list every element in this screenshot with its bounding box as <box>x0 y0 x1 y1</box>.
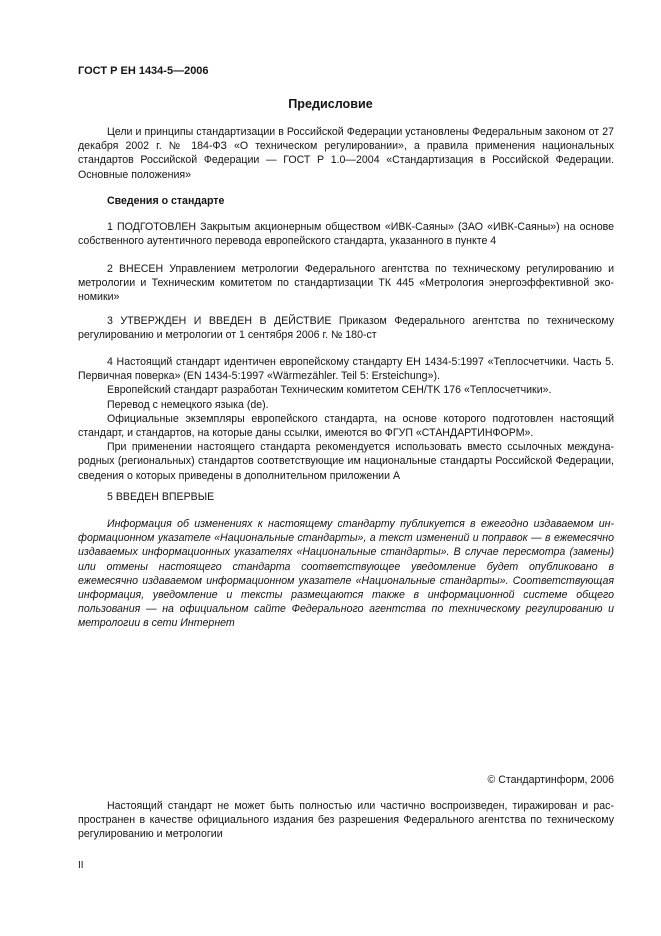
item-1-text: 1 ПОДГОТОВЛЕН Закрытым акционерным обществом «ИВК-Саяны» (ЗАО «ИВК-Саяны») на основе собственного аутентичного перевода европейского стандарта, указанного в пункте 4 <box>78 221 614 248</box>
item-3 <box>78 314 614 342</box>
reproduction-notice-text: Настоящий стандарт не может быть полностью или частично воспроизведен, тиражирован и распространен в качестве официального издания без разрешения Федерального агентства по техническому регулированию и метрологии <box>78 800 614 841</box>
item-4-line: При применении настоящего стандарта рекомендуется использовать вместо ссылочных международных (региональных) стандартов соответствующие им национальные стандарты Российской Федерации, сведения о которых приведены в дополнительном приложении А <box>78 441 614 482</box>
intro-paragraph <box>78 125 614 182</box>
item-5-text: 5 ВВЕДЕН ВПЕРВЫЕ <box>107 491 215 503</box>
item-3-text: 3 УТВЕРЖДЕН И ВВЕДЕН В ДЕЙСТВИЕ Приказом Федерального агентства по техническому регулированию и метрологии от 1 сентября 2006 г. № 180-ст <box>78 315 614 342</box>
intro-text: Цели и принципы стандартизации в Российской Федерации установлены Федеральным законом от 27 декабря 2002 г. № 184-ФЗ «О техническом регулировании», а правила применения национальных стандартов Российской Федерации — ГОСТ Р 1.0—2004 «Стандартизация в Российской Федерации. Основные положения» <box>78 126 614 181</box>
document-header: ГОСТ Р ЕН 1434-5—2006 <box>78 65 209 77</box>
item-1 <box>78 220 614 248</box>
item-4-line: 4 Настоящий стандарт идентичен европейскому стандарту ЕН 1434-5:1997 «Теплосчетчики. Часть 5. Первичная поверка» (EN 1434-5:1997 «Wärmezähler. Teil 5: Ersteichung»). <box>78 356 614 383</box>
page-number: II <box>78 860 84 871</box>
amendments-info-text: Информация об изменениях к настоящему стандарту публикуется в ежегодно издаваемом информационном указателе «Национальные стандарты», а текст изменений и поправок — в ежемесячно издаваемых информационных указателях «Национальные стандарты». В случае пересмотра (замены) или отмены настоящего стандарта соответствующее уведомление будет опубликовано в ежемесячно издаваемом информационном указателе «Национальные стандарты». Соответствующая информация, уведомление и тексты размещаются также в информационной системе общего пользования — на официальном сайте Федерального агентства по техническому регулированию и метрологии в сети Интернет <box>78 518 614 630</box>
item-4-line: Официальные экземпляры европейского стандарта, на основе которого подготовлен настоящий стандарт, и стандартов, на которые даны ссылки, имеются во ФГУП «СТАНДАРТИНФОРМ». <box>78 412 614 440</box>
reproduction-notice <box>78 799 614 842</box>
section-subheading: Сведения о стандарте <box>107 195 225 207</box>
item-4 <box>78 355 614 483</box>
item-2-text: 2 ВНЕСЕН Управлением метрологии Федерального агентства по техническому регулированию и метрологии и Техническим комитетом по стандартизации ТК 445 «Метрология энергоэффективной экономики» <box>78 263 614 304</box>
item-2 <box>78 262 614 305</box>
item-4-line: Перевод с немецкого языка (de). <box>107 398 269 411</box>
item-5 <box>78 490 614 504</box>
page-title: Предисловие <box>288 97 373 111</box>
amendments-info <box>78 517 614 631</box>
copyright-line: © Стандартинформ, 2006 <box>487 774 614 786</box>
item-4-line: Европейский стандарт разработан Техническим комитетом CEH/TK 176 «Теплосчетчики». <box>107 384 552 397</box>
